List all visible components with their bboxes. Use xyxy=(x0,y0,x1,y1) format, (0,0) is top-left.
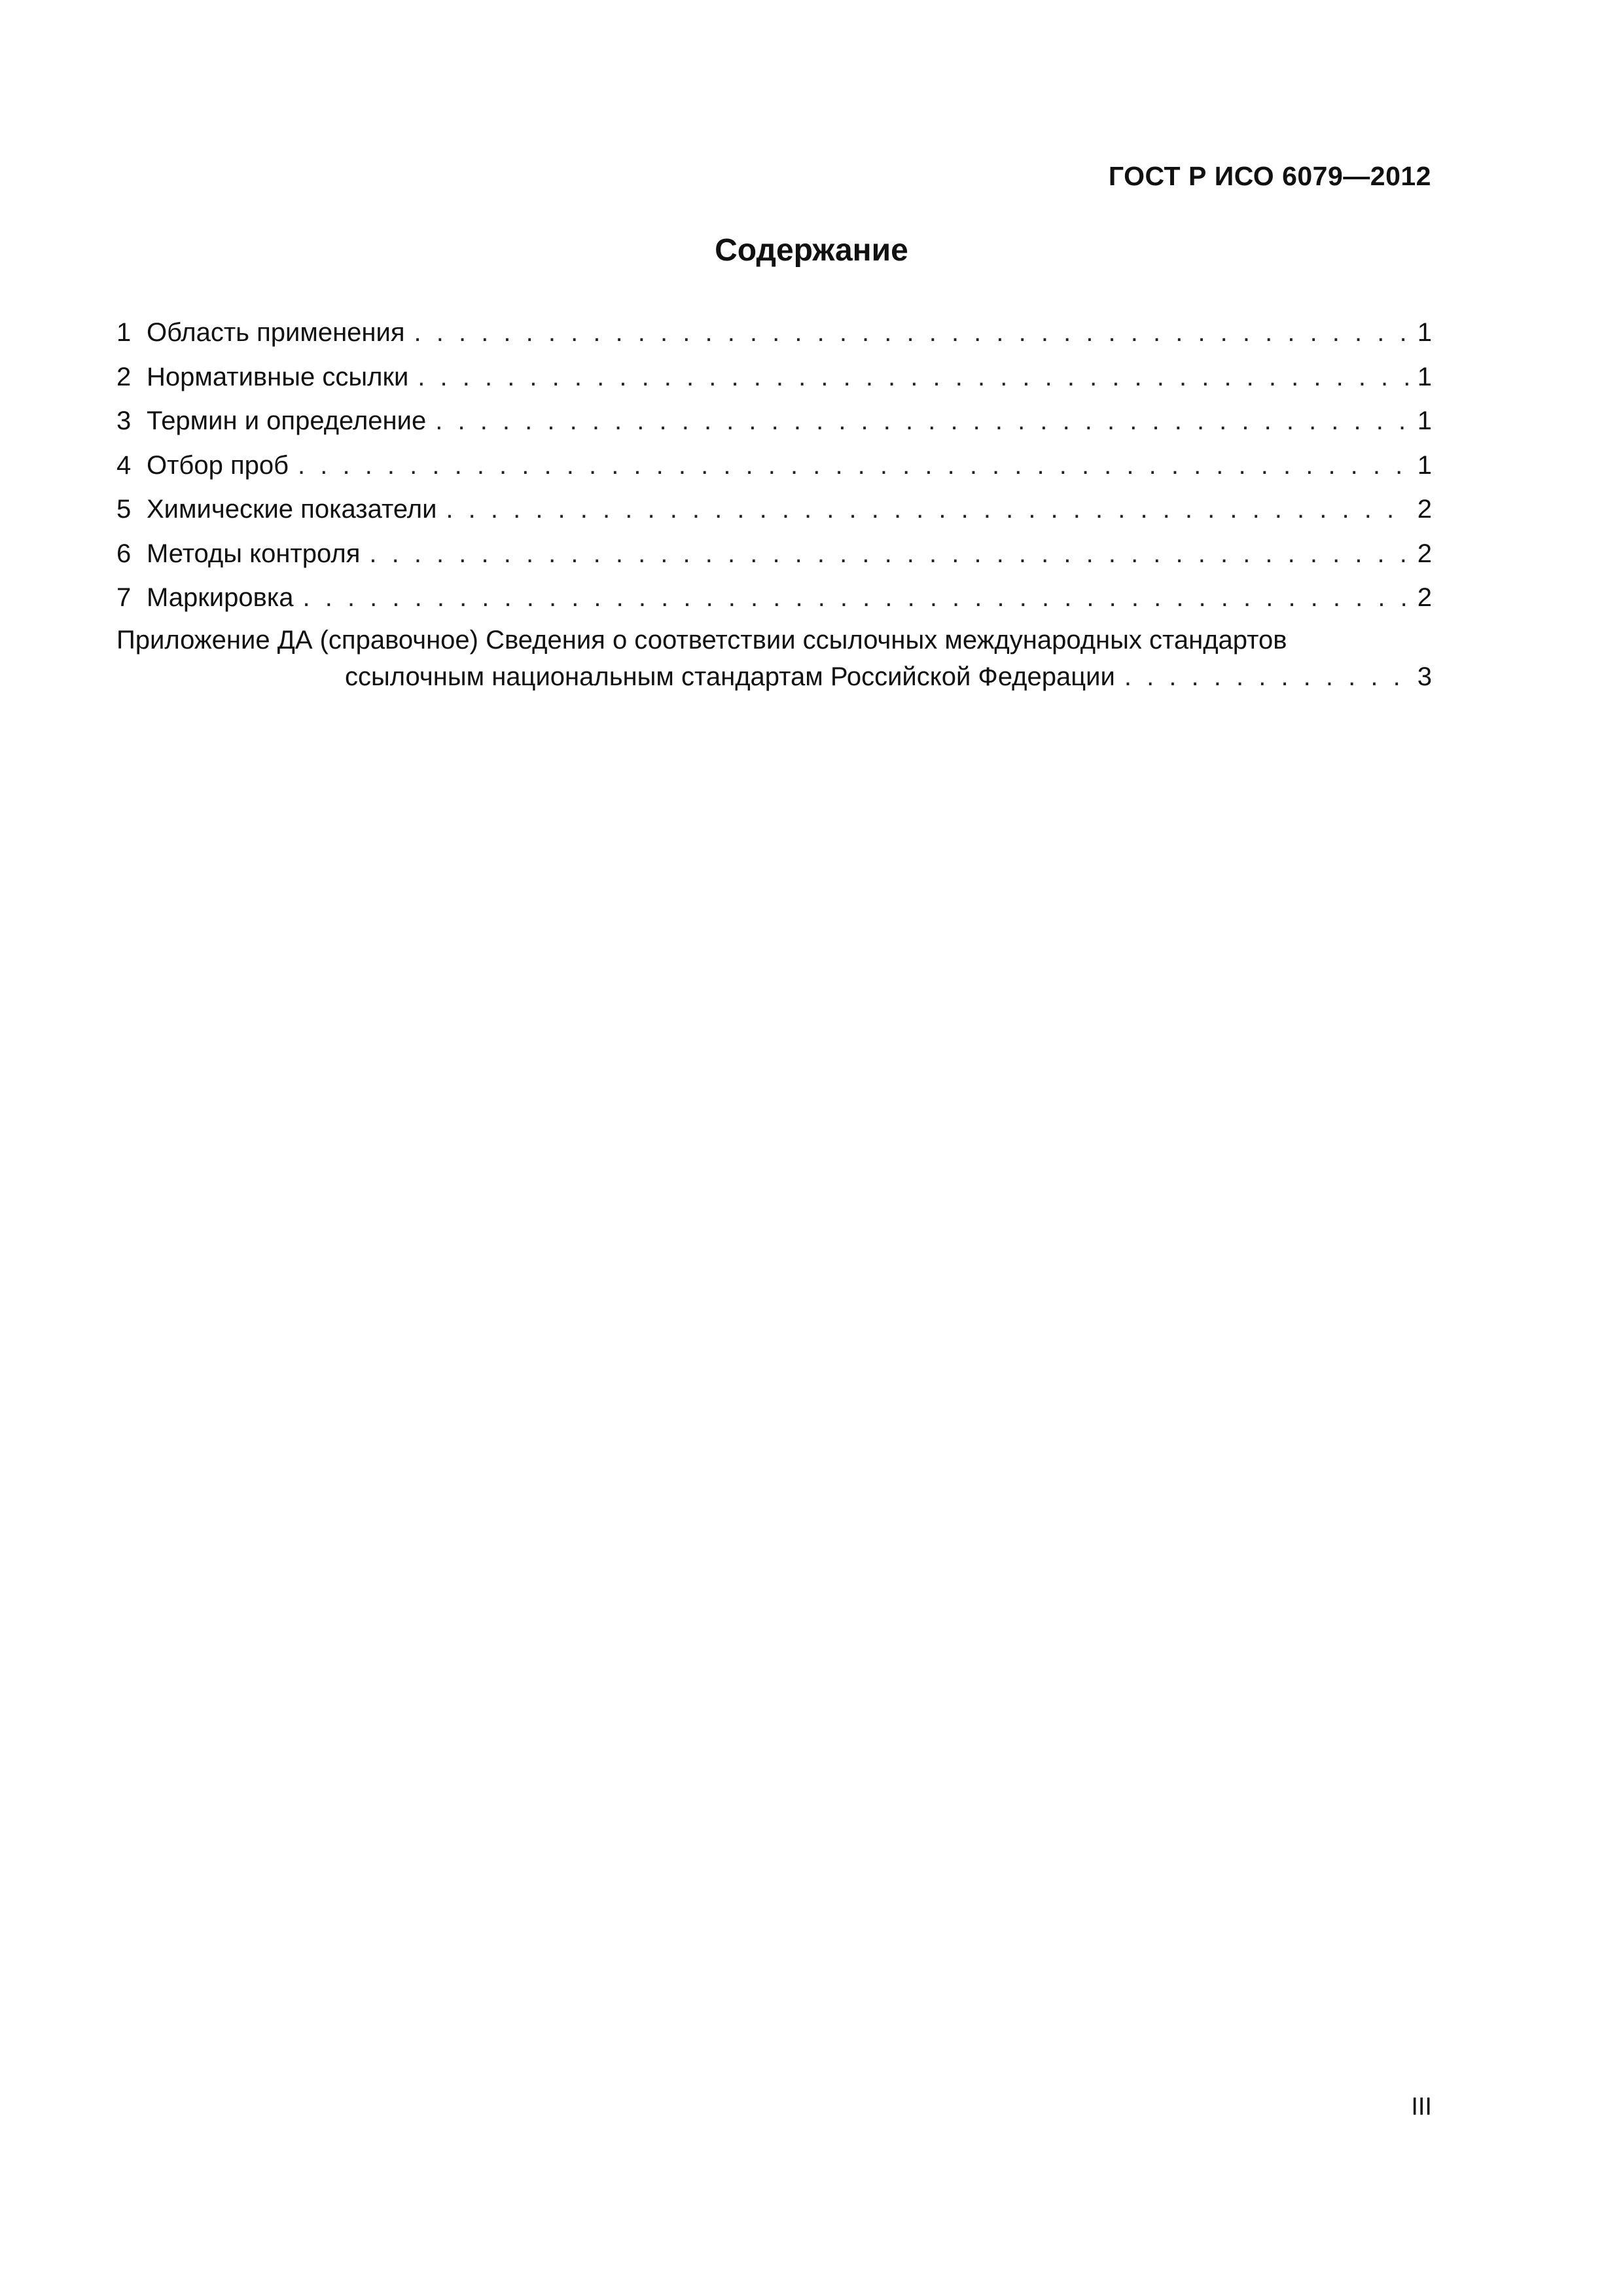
appendix-entry[interactable] xyxy=(116,622,1432,695)
toc-entry[interactable] xyxy=(116,444,1432,488)
appendix-title-line1: Приложение ДА (справочное) Сведения о соответствии ссылочных международных стандартов xyxy=(116,625,1287,655)
toc-entry[interactable] xyxy=(116,488,1432,532)
toc-entry-number: 5 xyxy=(116,495,132,524)
toc-entry-label: Термин и определение xyxy=(147,406,427,435)
appendix-page: 3 xyxy=(1417,662,1432,691)
toc-entry-page: 2 xyxy=(1417,583,1432,612)
toc-entry-label: Отбор проб xyxy=(147,450,289,480)
toc-entry-number: 7 xyxy=(116,583,132,612)
toc-entry[interactable] xyxy=(116,576,1432,620)
toc-dot-leader xyxy=(414,311,1411,355)
toc-entry-number: 4 xyxy=(116,450,132,480)
document-code: ГОСТ Р ИСО 6079—2012 xyxy=(1108,161,1431,191)
page-title: Содержание xyxy=(715,233,908,268)
toc-entry-page: 1 xyxy=(1417,450,1432,480)
toc-entry-label: Маркировка xyxy=(147,583,294,612)
toc-entry[interactable] xyxy=(116,355,1432,400)
toc-entry[interactable] xyxy=(116,399,1432,444)
toc-dot-leader xyxy=(418,355,1410,400)
toc-entry[interactable] xyxy=(116,532,1432,577)
toc-entry-page: 1 xyxy=(1417,362,1432,391)
toc-entry-page: 2 xyxy=(1417,495,1432,524)
toc-entry-page: 2 xyxy=(1417,539,1432,568)
toc-dot-leader xyxy=(302,576,1410,620)
toc-entry-label: Нормативные ссылки xyxy=(147,362,409,391)
toc-entry-number: 3 xyxy=(116,406,132,435)
toc-entry-page: 1 xyxy=(1417,406,1432,435)
toc-entry-page: 1 xyxy=(1417,318,1432,347)
toc-dot-leader xyxy=(1124,658,1411,695)
page-number: III xyxy=(1411,2093,1432,2121)
appendix-title-line2-row xyxy=(116,658,1432,695)
toc-entry-number: 1 xyxy=(116,318,132,347)
toc-dot-leader xyxy=(298,444,1411,488)
toc-dot-leader xyxy=(435,399,1411,444)
toc-entry-number: 2 xyxy=(116,362,132,391)
appendix-title-line2: ссылочным национальным стандартам Российской Федерации xyxy=(345,662,1115,691)
toc-entry-label: Методы контроля xyxy=(147,539,361,568)
toc-entry[interactable] xyxy=(116,311,1432,355)
toc-entry-label: Область применения xyxy=(147,318,405,347)
toc-dot-leader xyxy=(369,532,1410,577)
toc-dot-leader xyxy=(446,488,1410,532)
toc-entry-number: 6 xyxy=(116,539,132,568)
toc-entry-label: Химические показатели xyxy=(147,495,437,524)
table-of-contents xyxy=(116,311,1432,695)
